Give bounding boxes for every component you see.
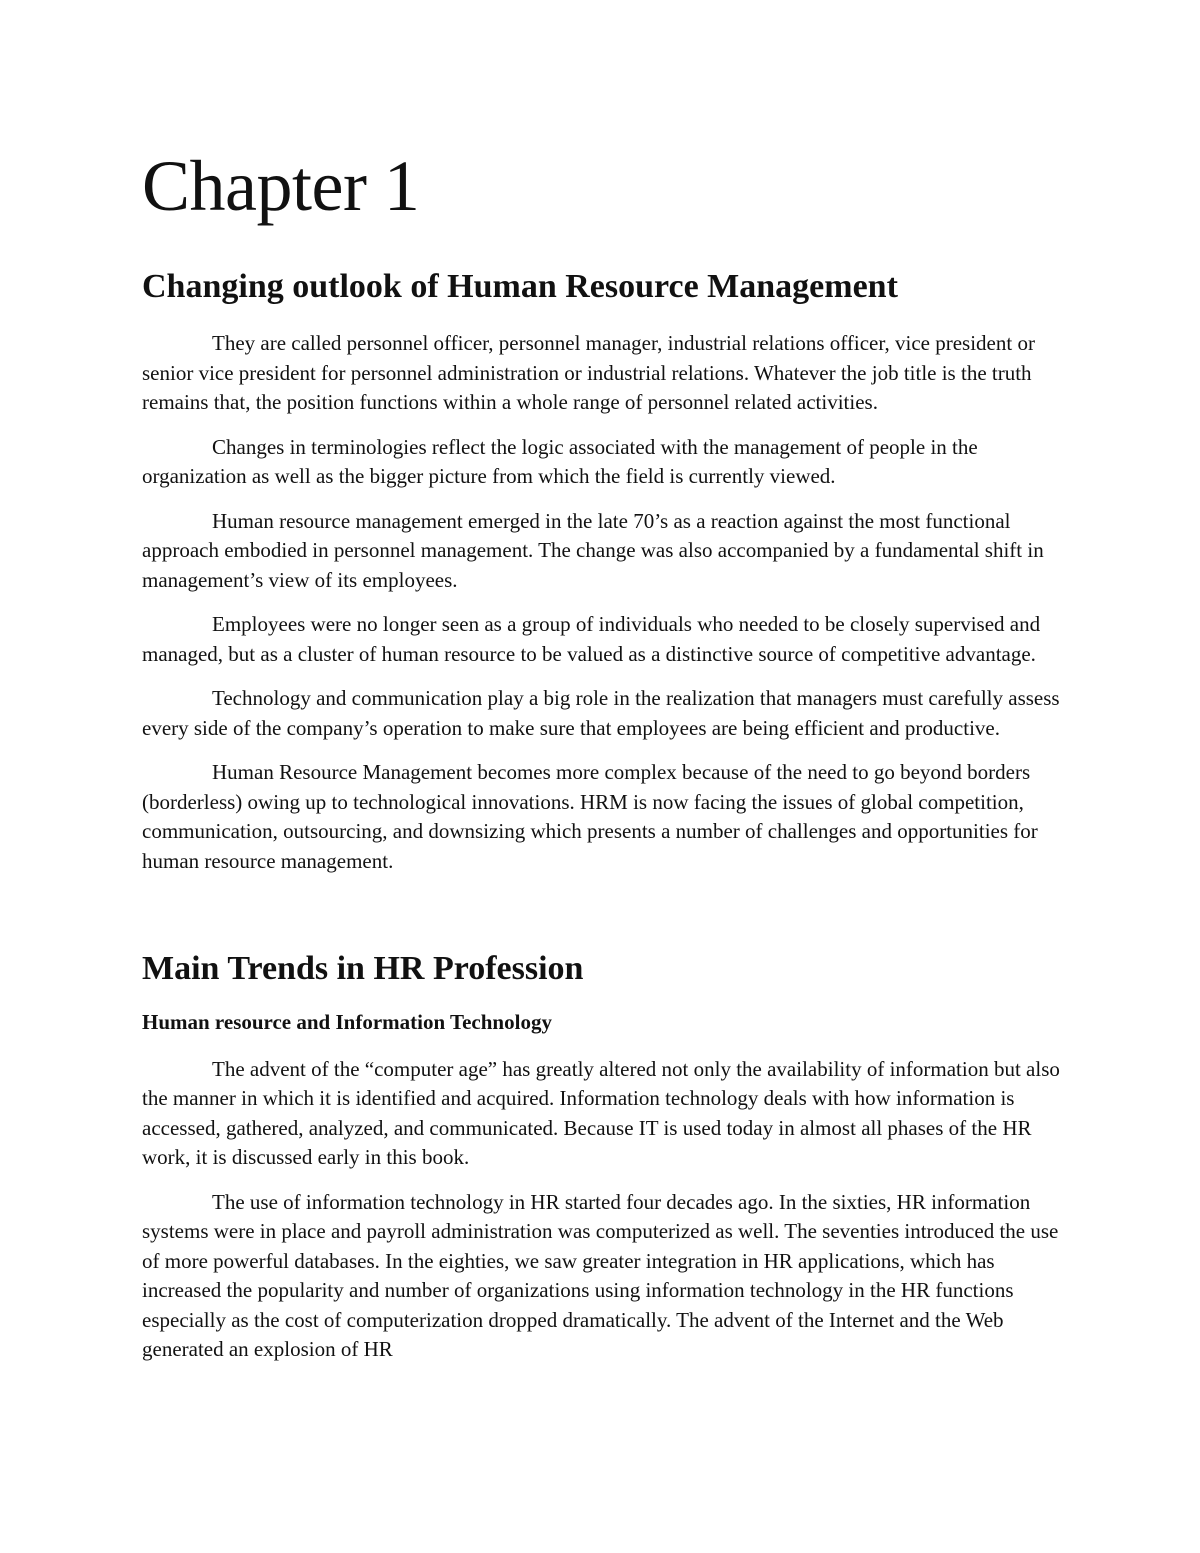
- section-heading-trends: Main Trends in HR Profession: [142, 950, 584, 988]
- paragraph: Human resource management emerged in the late 70’s as a reaction against the most functional approach embodied in personnel management. The change was also accompanied by a fundamental shift in management’s view of its employees.: [142, 508, 1044, 592]
- chapter-title: Chapter 1: [142, 146, 420, 226]
- paragraph: Employees were no longer seen as a group of individuals who needed to be closely supervised and managed, but as a cluster of human resource to be valued as a distinctive source of competitive advantage.: [142, 612, 1041, 666]
- paragraph: They are called personnel officer, personnel manager, industrial relations officer, vice president or senior vice president for personnel administration or industrial relations. Whatever the job title is the truth remains that, the position functions within a whole range of personnel related activities.: [142, 331, 1035, 415]
- paragraph: Technology and communication play a big role in the realization that managers must carefully assess every side of the company’s operation to make sure that employees are being efficient and productive.: [142, 686, 1060, 740]
- subheading-hr-it: Human resource and Information Technology: [142, 1009, 552, 1034]
- paragraph: Changes in terminologies reflect the logic associated with the management of people in the organization as well as the bigger picture from which the field is currently viewed.: [142, 434, 978, 489]
- section-heading-outlook: Changing outlook of Human Resource Management: [142, 268, 898, 305]
- document-page: [142, 146, 1062, 1380]
- paragraph: Human Resource Management becomes more complex because of the need to go beyond borders (borderless) owing up to technological innovations. HRM is now facing the issues of global competition, communication, outsourcing, and downsizing which presents a number of challenges and opportunities for human resource management.: [142, 760, 1038, 873]
- paragraph: The use of information technology in HR started four decades ago. In the sixties, HR information systems were in place and payroll administration was computerized as well. The seventies introduced the use of more powerful databases. In the eighties, we saw greater integration in HR applications, which has increased the popularity and number of organizations using information technology in the HR functions especially as the cost of computerization dropped dramatically. The advent of the Internet and the Web generated an explosion of HR: [142, 1189, 1059, 1362]
- paragraph: The advent of the “computer age” has greatly altered not only the availability of information but also the manner in which it is identified and acquired. Information technology deals with how information is accessed, gathered, analyzed, and communicated. Because IT is used today in almost all phases of the HR work, it is discussed early in this book.: [142, 1056, 1060, 1170]
